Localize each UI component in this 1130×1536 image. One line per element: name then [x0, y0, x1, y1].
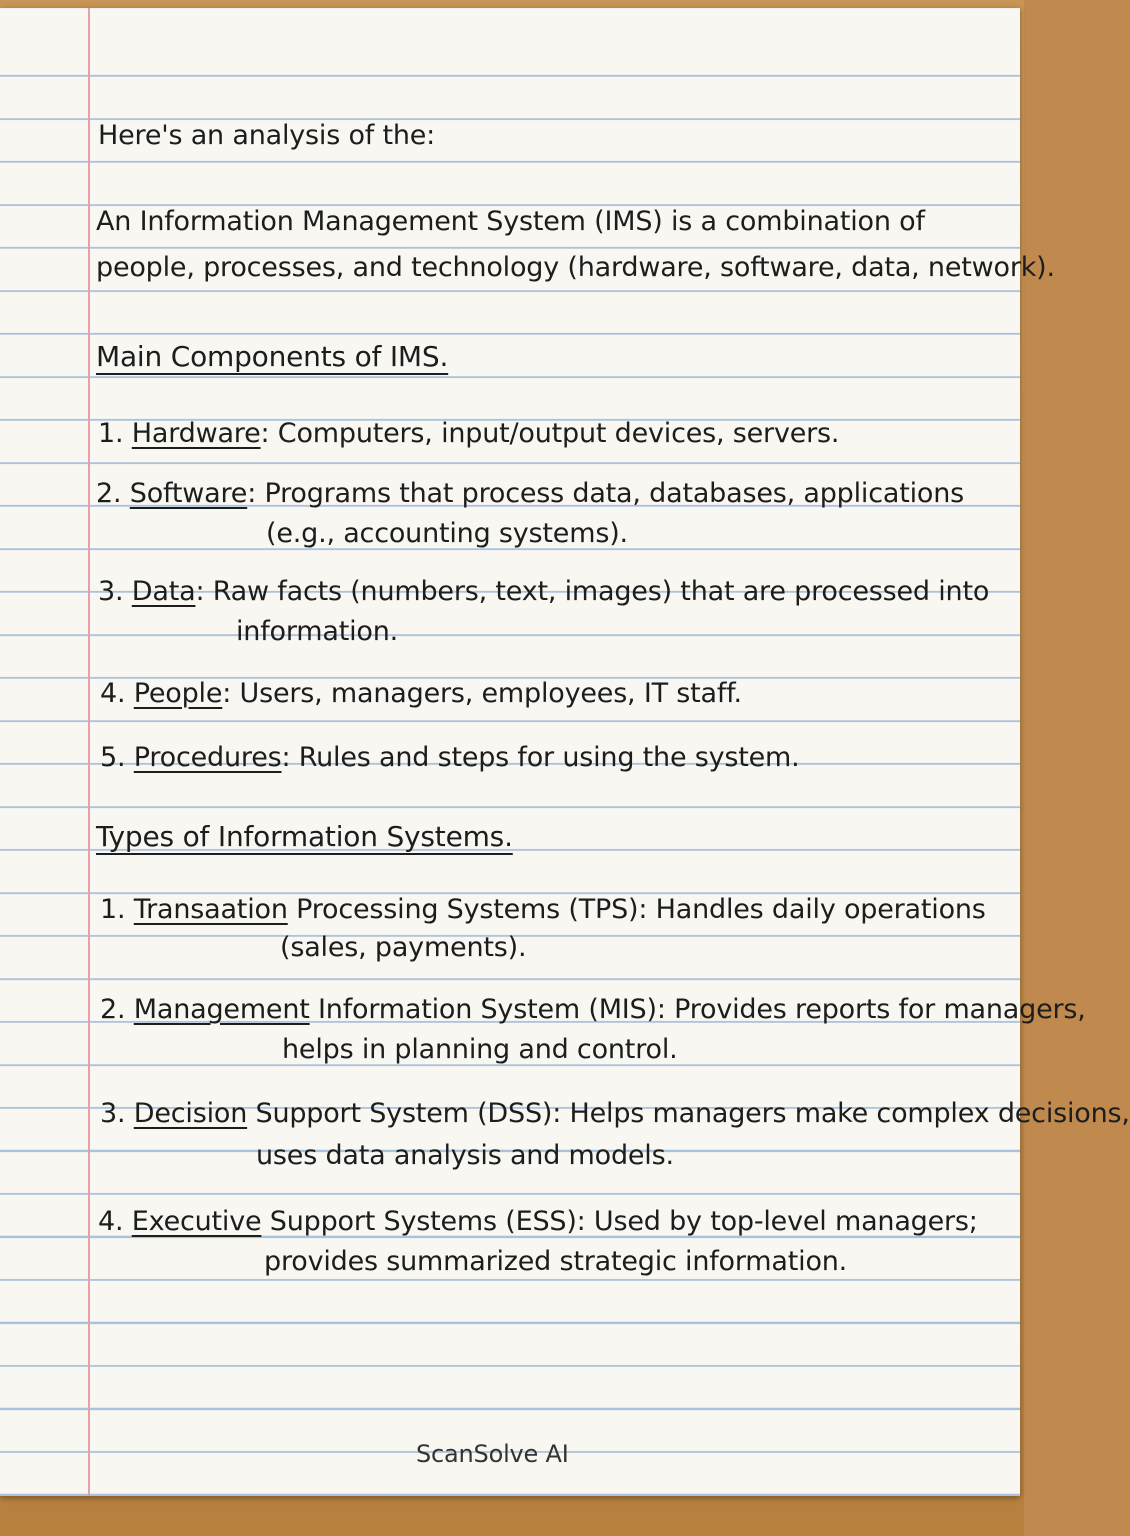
- item-term: Software: [129, 478, 248, 509]
- list-item: [98, 1206, 978, 1237]
- item-term: Executive: [131, 1206, 262, 1237]
- item-description-continued: helps in planning and control.: [282, 1034, 678, 1065]
- item-term: Hardware: [131, 418, 261, 449]
- list-item: [100, 678, 742, 709]
- item-description: : Programs that process data, databases, applications: [247, 478, 964, 509]
- item-description: Information System (MIS): Provides reports for managers,: [309, 994, 1086, 1025]
- item-number: 4.: [100, 678, 126, 709]
- margin-line: [88, 8, 90, 1496]
- types-heading: Types of Information Systems.: [96, 820, 513, 853]
- item-number: 2.: [96, 478, 122, 509]
- notebook-paper: [0, 8, 1130, 1496]
- list-item: [100, 1098, 1130, 1129]
- item-number: 3.: [100, 1098, 126, 1129]
- item-description-continued: information.: [236, 616, 399, 647]
- list-item: [96, 478, 964, 509]
- item-description: Support System (DSS): Helps managers make complex decisions,: [247, 1098, 1130, 1129]
- item-term: People: [133, 678, 223, 709]
- item-number: 1.: [98, 418, 124, 449]
- item-description-continued: (sales, payments).: [280, 932, 527, 963]
- list-item: [98, 418, 839, 449]
- item-term: Management: [133, 994, 310, 1025]
- item-term: Procedures: [133, 742, 282, 773]
- item-term: Data: [131, 576, 196, 607]
- components-heading: Main Components of IMS.: [96, 340, 449, 373]
- item-number: 5.: [100, 742, 126, 773]
- item-description: : Users, managers, employees, IT staff.: [222, 678, 742, 709]
- item-description-continued: provides summarized strategic information.: [264, 1246, 848, 1277]
- item-number: 1.: [100, 894, 126, 925]
- intro-text: Here's an analysis of the:: [98, 120, 436, 151]
- item-term: Decision: [133, 1098, 248, 1129]
- item-description: : Computers, input/output devices, servers.: [260, 418, 840, 449]
- list-item: [100, 742, 800, 773]
- item-description-continued: uses data analysis and models.: [256, 1140, 674, 1171]
- item-description: : Raw facts (numbers, text, images) that are processed into: [195, 576, 990, 607]
- item-description: : Rules and steps for using the system.: [281, 742, 800, 773]
- list-item: [98, 576, 989, 607]
- item-number: 3.: [98, 576, 124, 607]
- definition-line-1: An Information Management System (IMS) is a combination of: [96, 206, 925, 237]
- list-item: [100, 894, 986, 925]
- item-term: Transaation: [133, 894, 288, 925]
- item-description-continued: (e.g., accounting systems).: [266, 518, 628, 549]
- definition-line-2: people, processes, and technology (hardware, software, data, network).: [96, 252, 1055, 283]
- footer-watermark: ScanSolve AI: [416, 1440, 569, 1468]
- item-number: 4.: [98, 1206, 124, 1237]
- item-description: Support Systems (ESS): Used by top-level managers;: [261, 1206, 978, 1237]
- item-description: Processing Systems (TPS): Handles daily operations: [287, 894, 986, 925]
- item-number: 2.: [100, 994, 126, 1025]
- list-item: [100, 994, 1086, 1025]
